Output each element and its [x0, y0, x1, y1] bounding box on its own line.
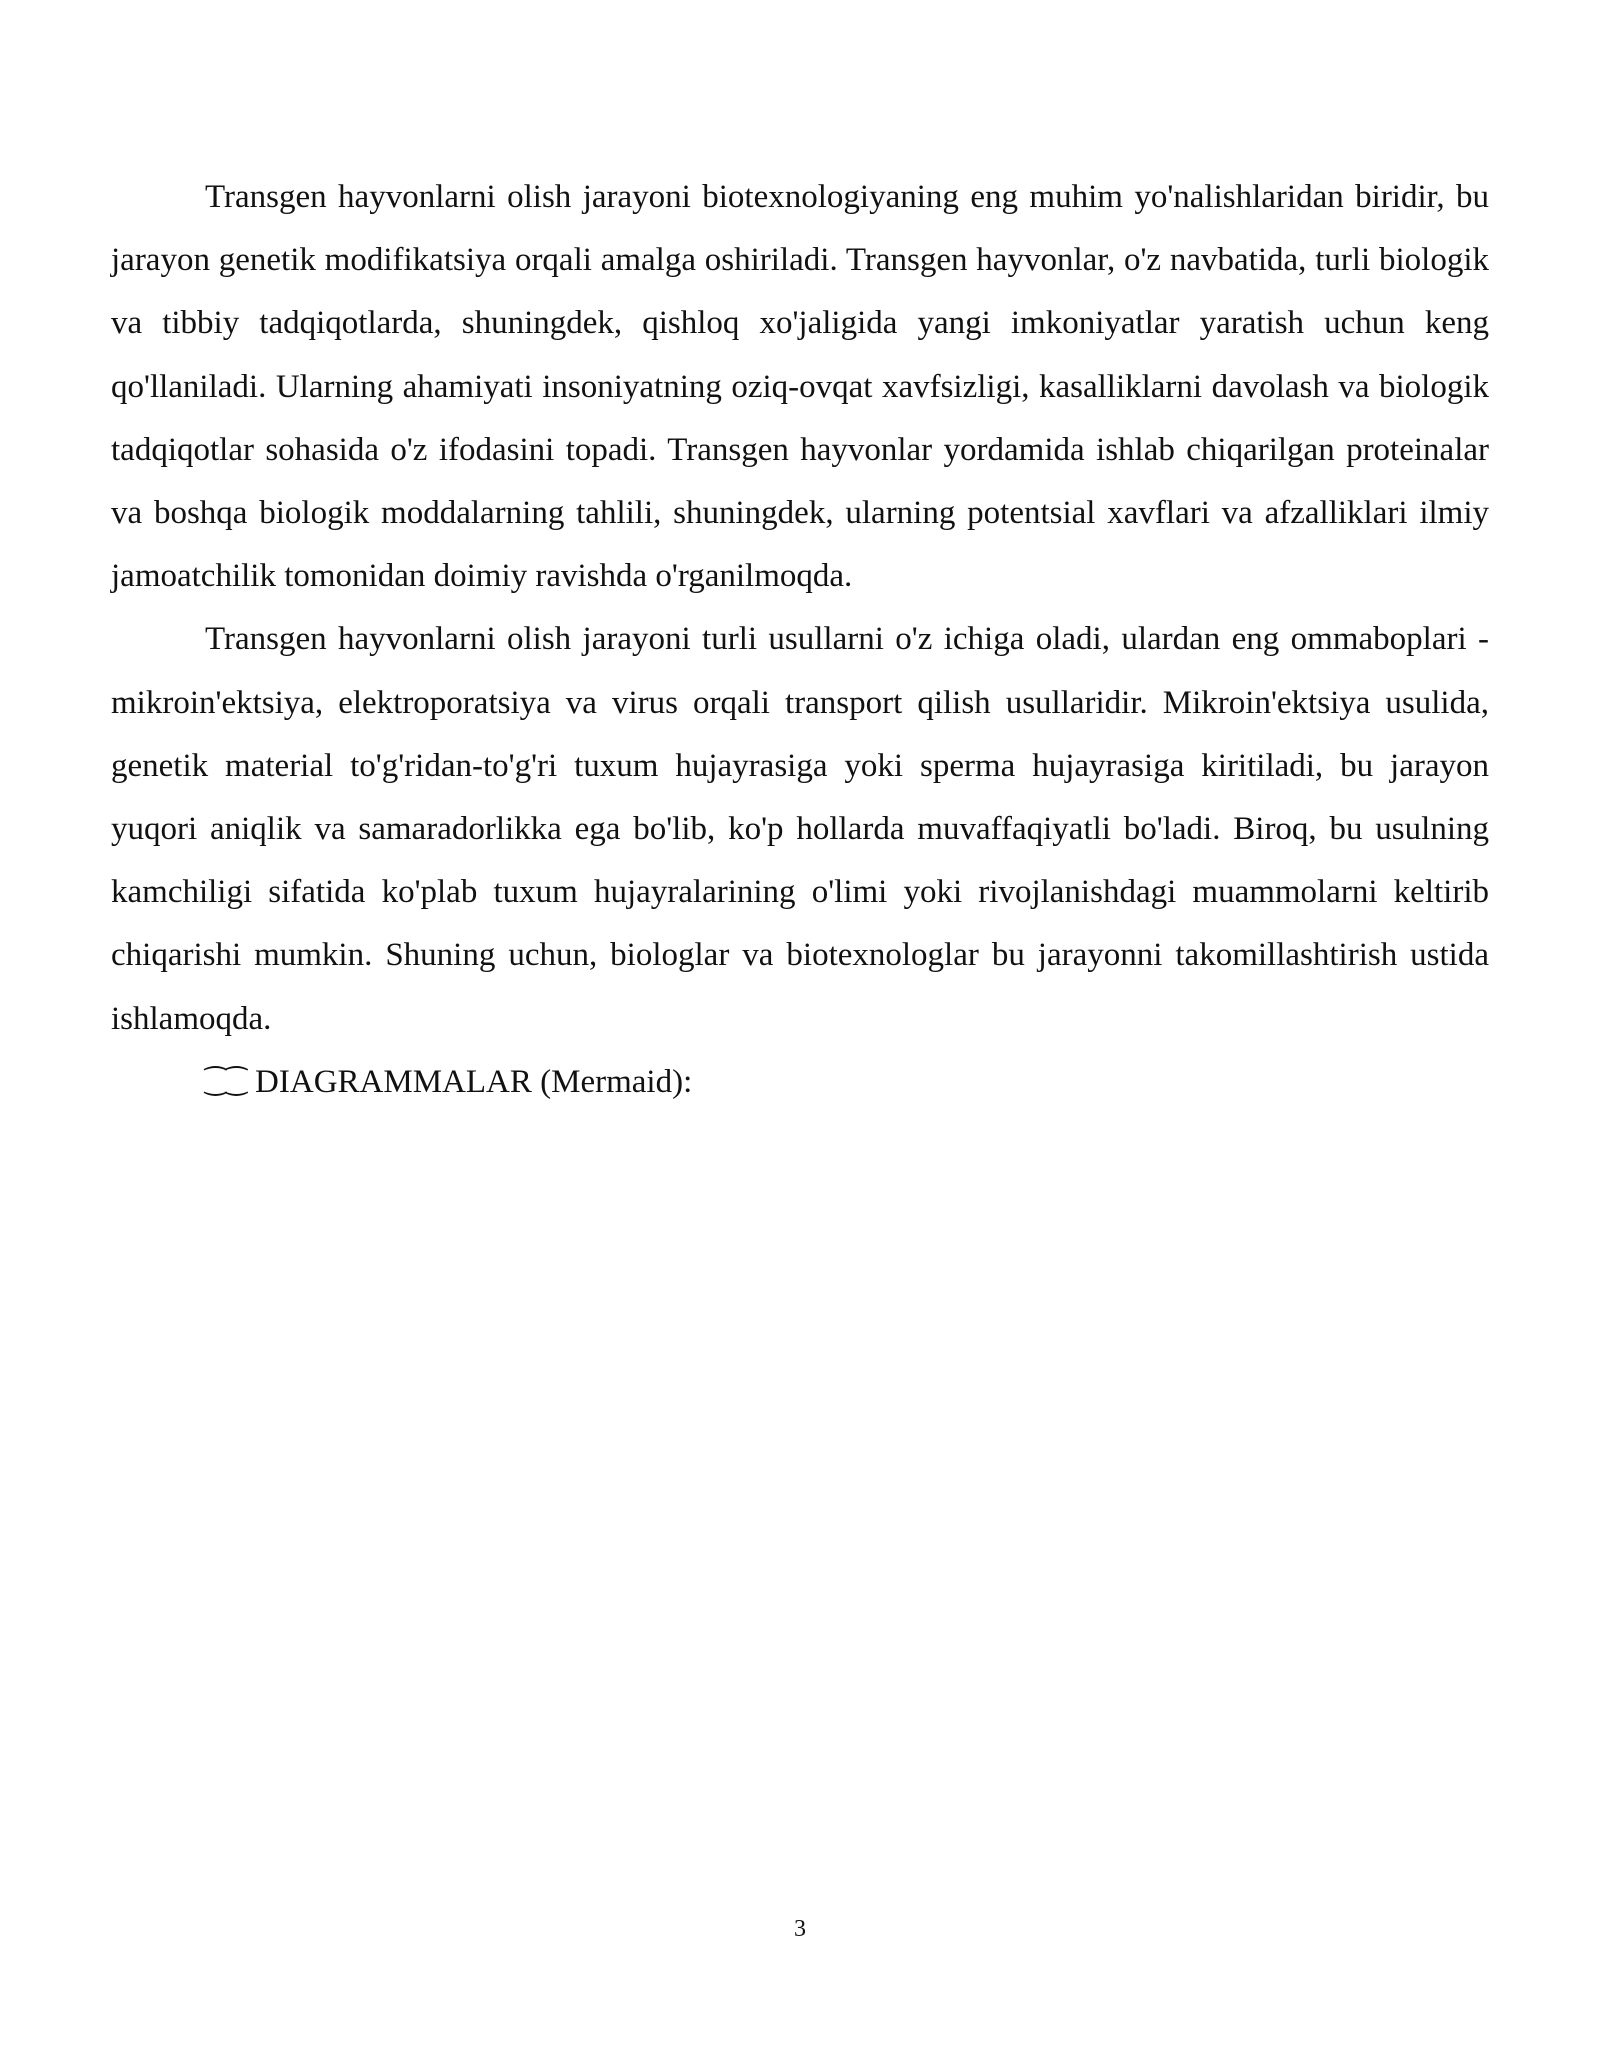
body-paragraph-1: Transgen hayvonlarni olish jarayoni biotexnologiyaning eng muhim yo'nalishlaridan biridir, bu jarayon genetik modifikatsiya orqali amalga oshiriladi. Transgen hayvonlar, o'z navbatida, turli biologik va tibbiy tadqiqotlarda, shuningdek, qishloq xo'jaligida yangi imkoniyatlar yaratish uchun keng qo'llaniladi. Ularning ahamiyati insoniyatning oziq-ovqat xavfsizligi, kasalliklarni davolash va biologik tadqiqotlar sohasida o'z ifodasini topadi. Transgen hayvonlar yordamida ishlab chiqarilgan proteinalar va boshqa biologik moddalarning tahlili, shuningdek, ularning potentsial xavflari va afzalliklari ilmiy jamoatchilik tomonidan doimiy ravishda o'rganilmoqda.	[111, 179, 1489, 595]
body-paragraph-2: Transgen hayvonlarni olish jarayoni turli usullarni o'z ichiga oladi, ulardan eng ommaboplari - mikroin'ektsiya, elektroporatsiya va virus orqali transport qilish usullaridir. Mikroin'ektsiya usulida, genetik material to'g'ridan-to'g'ri tuxum hujayrasiga yoki sperma hujayrasiga kiritiladi, bu jarayon yuqori aniqlik va samaradorlikka ega bo'lib, ko'p hollarda muvaffaqiyatli bo'ladi. Biroq, bu usulning kamchiligi sifatida ko'plab tuxum hujayralarining o'limi yoki rivojlanishdagi muammolarni keltirib chiqarishi mumkin. Shuning uchun, biologlar va biotexnologlar bu jarayonni takomillashtirish ustida ishlamoqda.	[111, 621, 1489, 1037]
diagrams-heading	[111, 1051, 1489, 1114]
page-content	[111, 166, 1489, 1114]
diagrams-heading-text: DIAGRAMMALAR (Mermaid):	[255, 1063, 693, 1100]
page-number: 3	[794, 1916, 806, 1942]
link-icon: ⁐⁐	[205, 1066, 247, 1097]
